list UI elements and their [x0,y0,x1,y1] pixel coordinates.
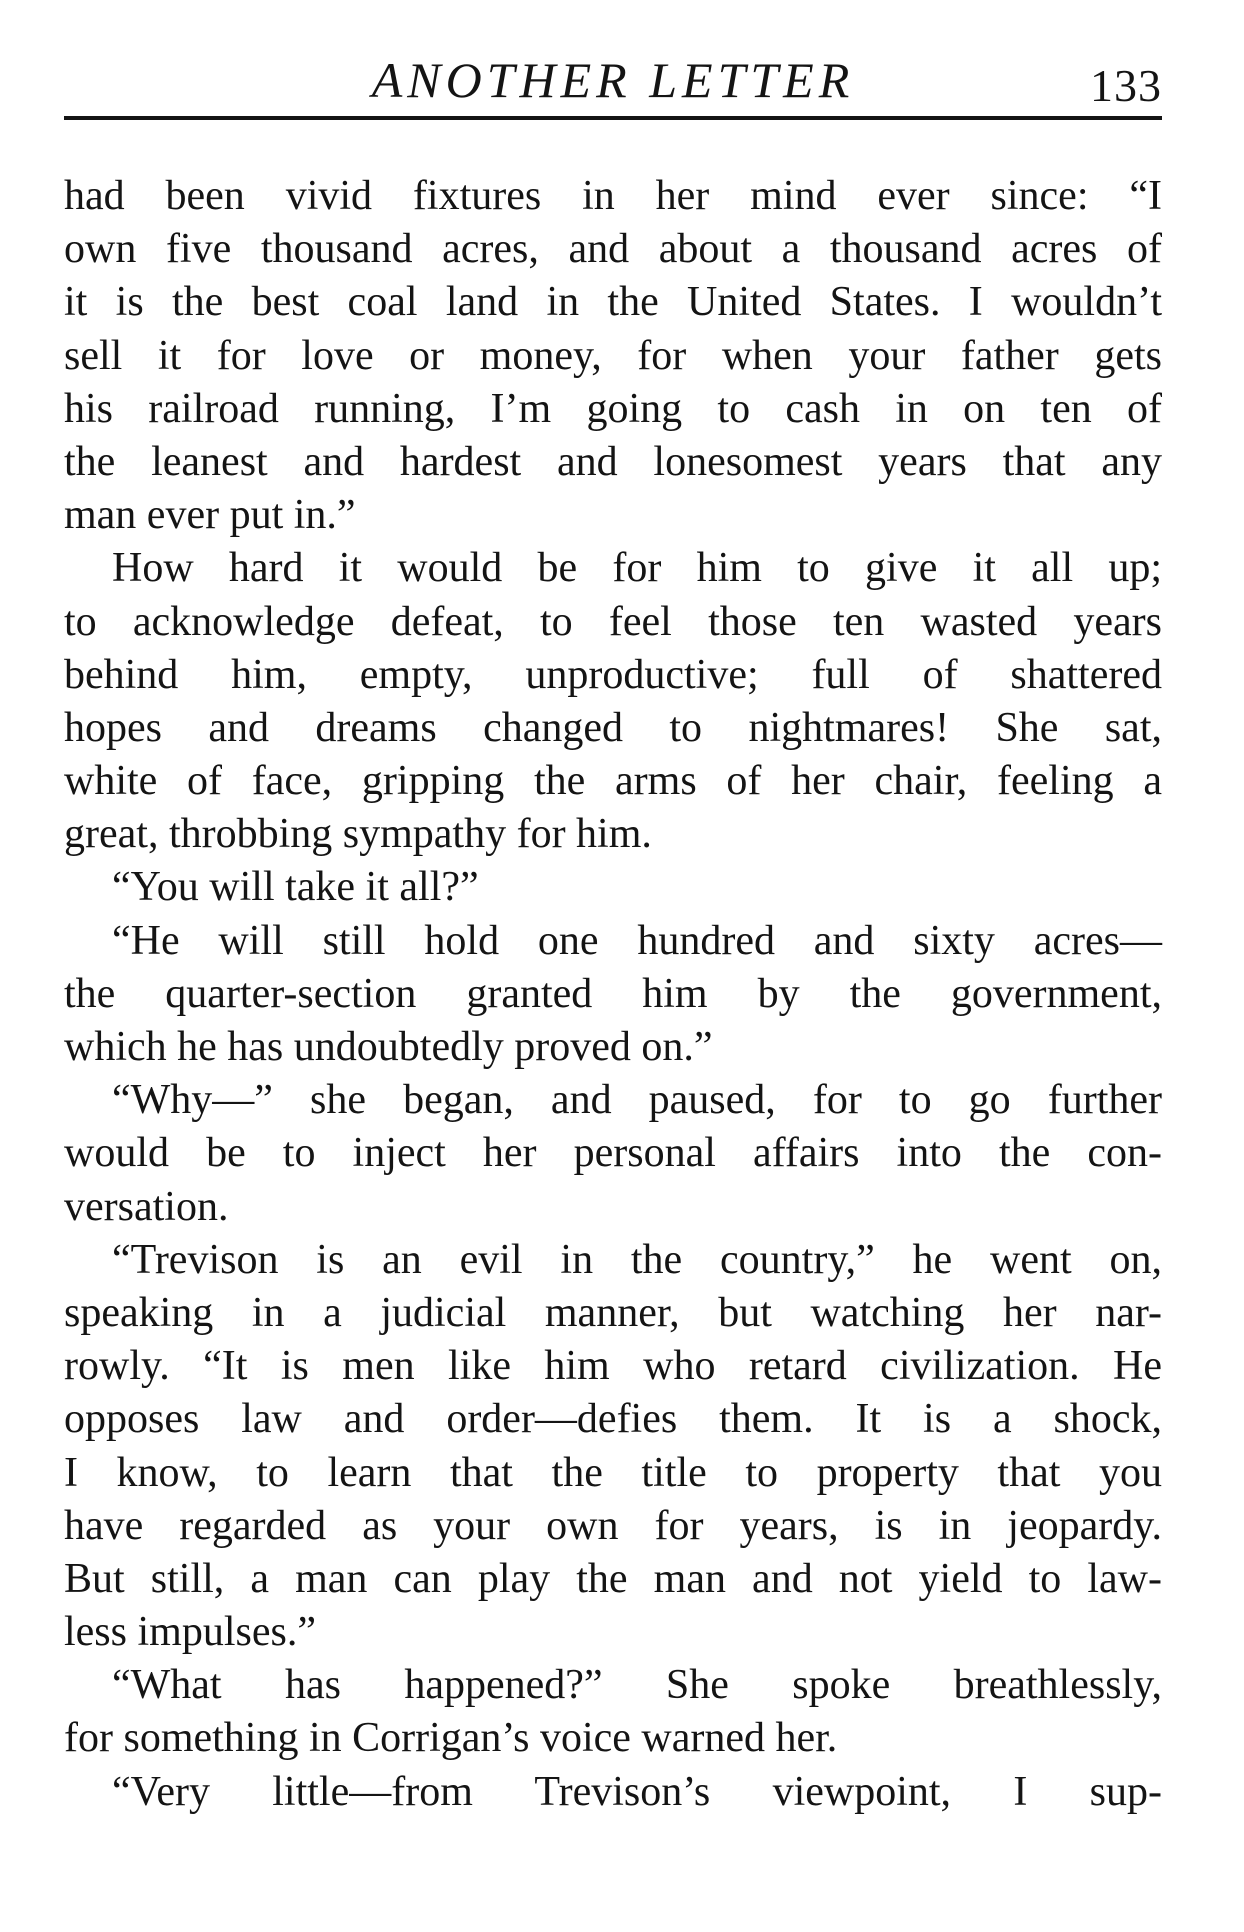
text-line: “You will take it all?” [112,864,479,911]
text-line: sell it for love or money, for when your father gets [64,332,1162,379]
text-line: great, throbbing sympathy for him. [64,811,652,858]
text-line: But still, a man can play the man and not yield to law- [64,1555,1162,1602]
text-line: “Why—” she began, and paused, for to go further [112,1077,1162,1124]
text-line: man ever put in.” [64,492,356,539]
text-line: behind him, empty, unproductive; full of shattered [64,651,1162,698]
text-line: “What has happened?” She spoke breathlessly, [112,1662,1162,1709]
text-line: “He will still hold one hundred and sixty acres— [112,917,1162,964]
text-line: “Very little—from Trevison’s viewpoint, I sup- [112,1768,1162,1815]
text-line: had been vivid fixtures in her mind ever since: “I [64,173,1162,219]
text-line: versation. [64,1183,229,1230]
text-line: opposes law and order—defies them. It is a shock, [64,1396,1162,1443]
text-line: to acknowledge defeat, to feel those ten wasted years [64,598,1162,645]
text-line: less impulses.” [64,1609,316,1656]
text-line: the leanest and hardest and lonesomest years that any [64,438,1162,485]
text-line: hopes and dreams changed to nightmares! She sat, [64,704,1162,751]
text-line: How hard it would be for him to give it all up; [112,545,1162,592]
text-line: I know, to learn that the title to property that you [64,1449,1162,1496]
text-line: which he has undoubtedly proved on.” [64,1024,713,1070]
text-line: would be to inject her personal affairs into the con- [64,1130,1162,1177]
text-line: speaking in a judicial manner, but watching her nar- [64,1289,1162,1336]
text-line: it is the best coal land in the United States. I wouldn’t [64,279,1162,326]
text-line: have regarded as your own for years, is in jeopardy. [64,1502,1162,1549]
running-head [64,50,1162,110]
text-line: his railroad running, I’m going to cash in on ten of [64,385,1162,432]
running-title: ANOTHER LETTER [371,52,855,108]
text-line: rowly. “It is men like him who retard civilization. He [64,1343,1162,1390]
text-line: the quarter-section granted him by the government, [64,970,1162,1017]
body-text [64,170,1162,1819]
header-rule [64,116,1162,120]
page-number: 133 [1090,60,1162,111]
text-line: own five thousand acres, and about a thousand acres of [64,226,1162,273]
text-line: “Trevison is an evil in the country,” he went on, [112,1236,1162,1283]
text-line: white of face, gripping the arms of her chair, feeling a [64,758,1162,805]
text-line: for something in Corrigan’s voice warned her. [64,1715,838,1762]
